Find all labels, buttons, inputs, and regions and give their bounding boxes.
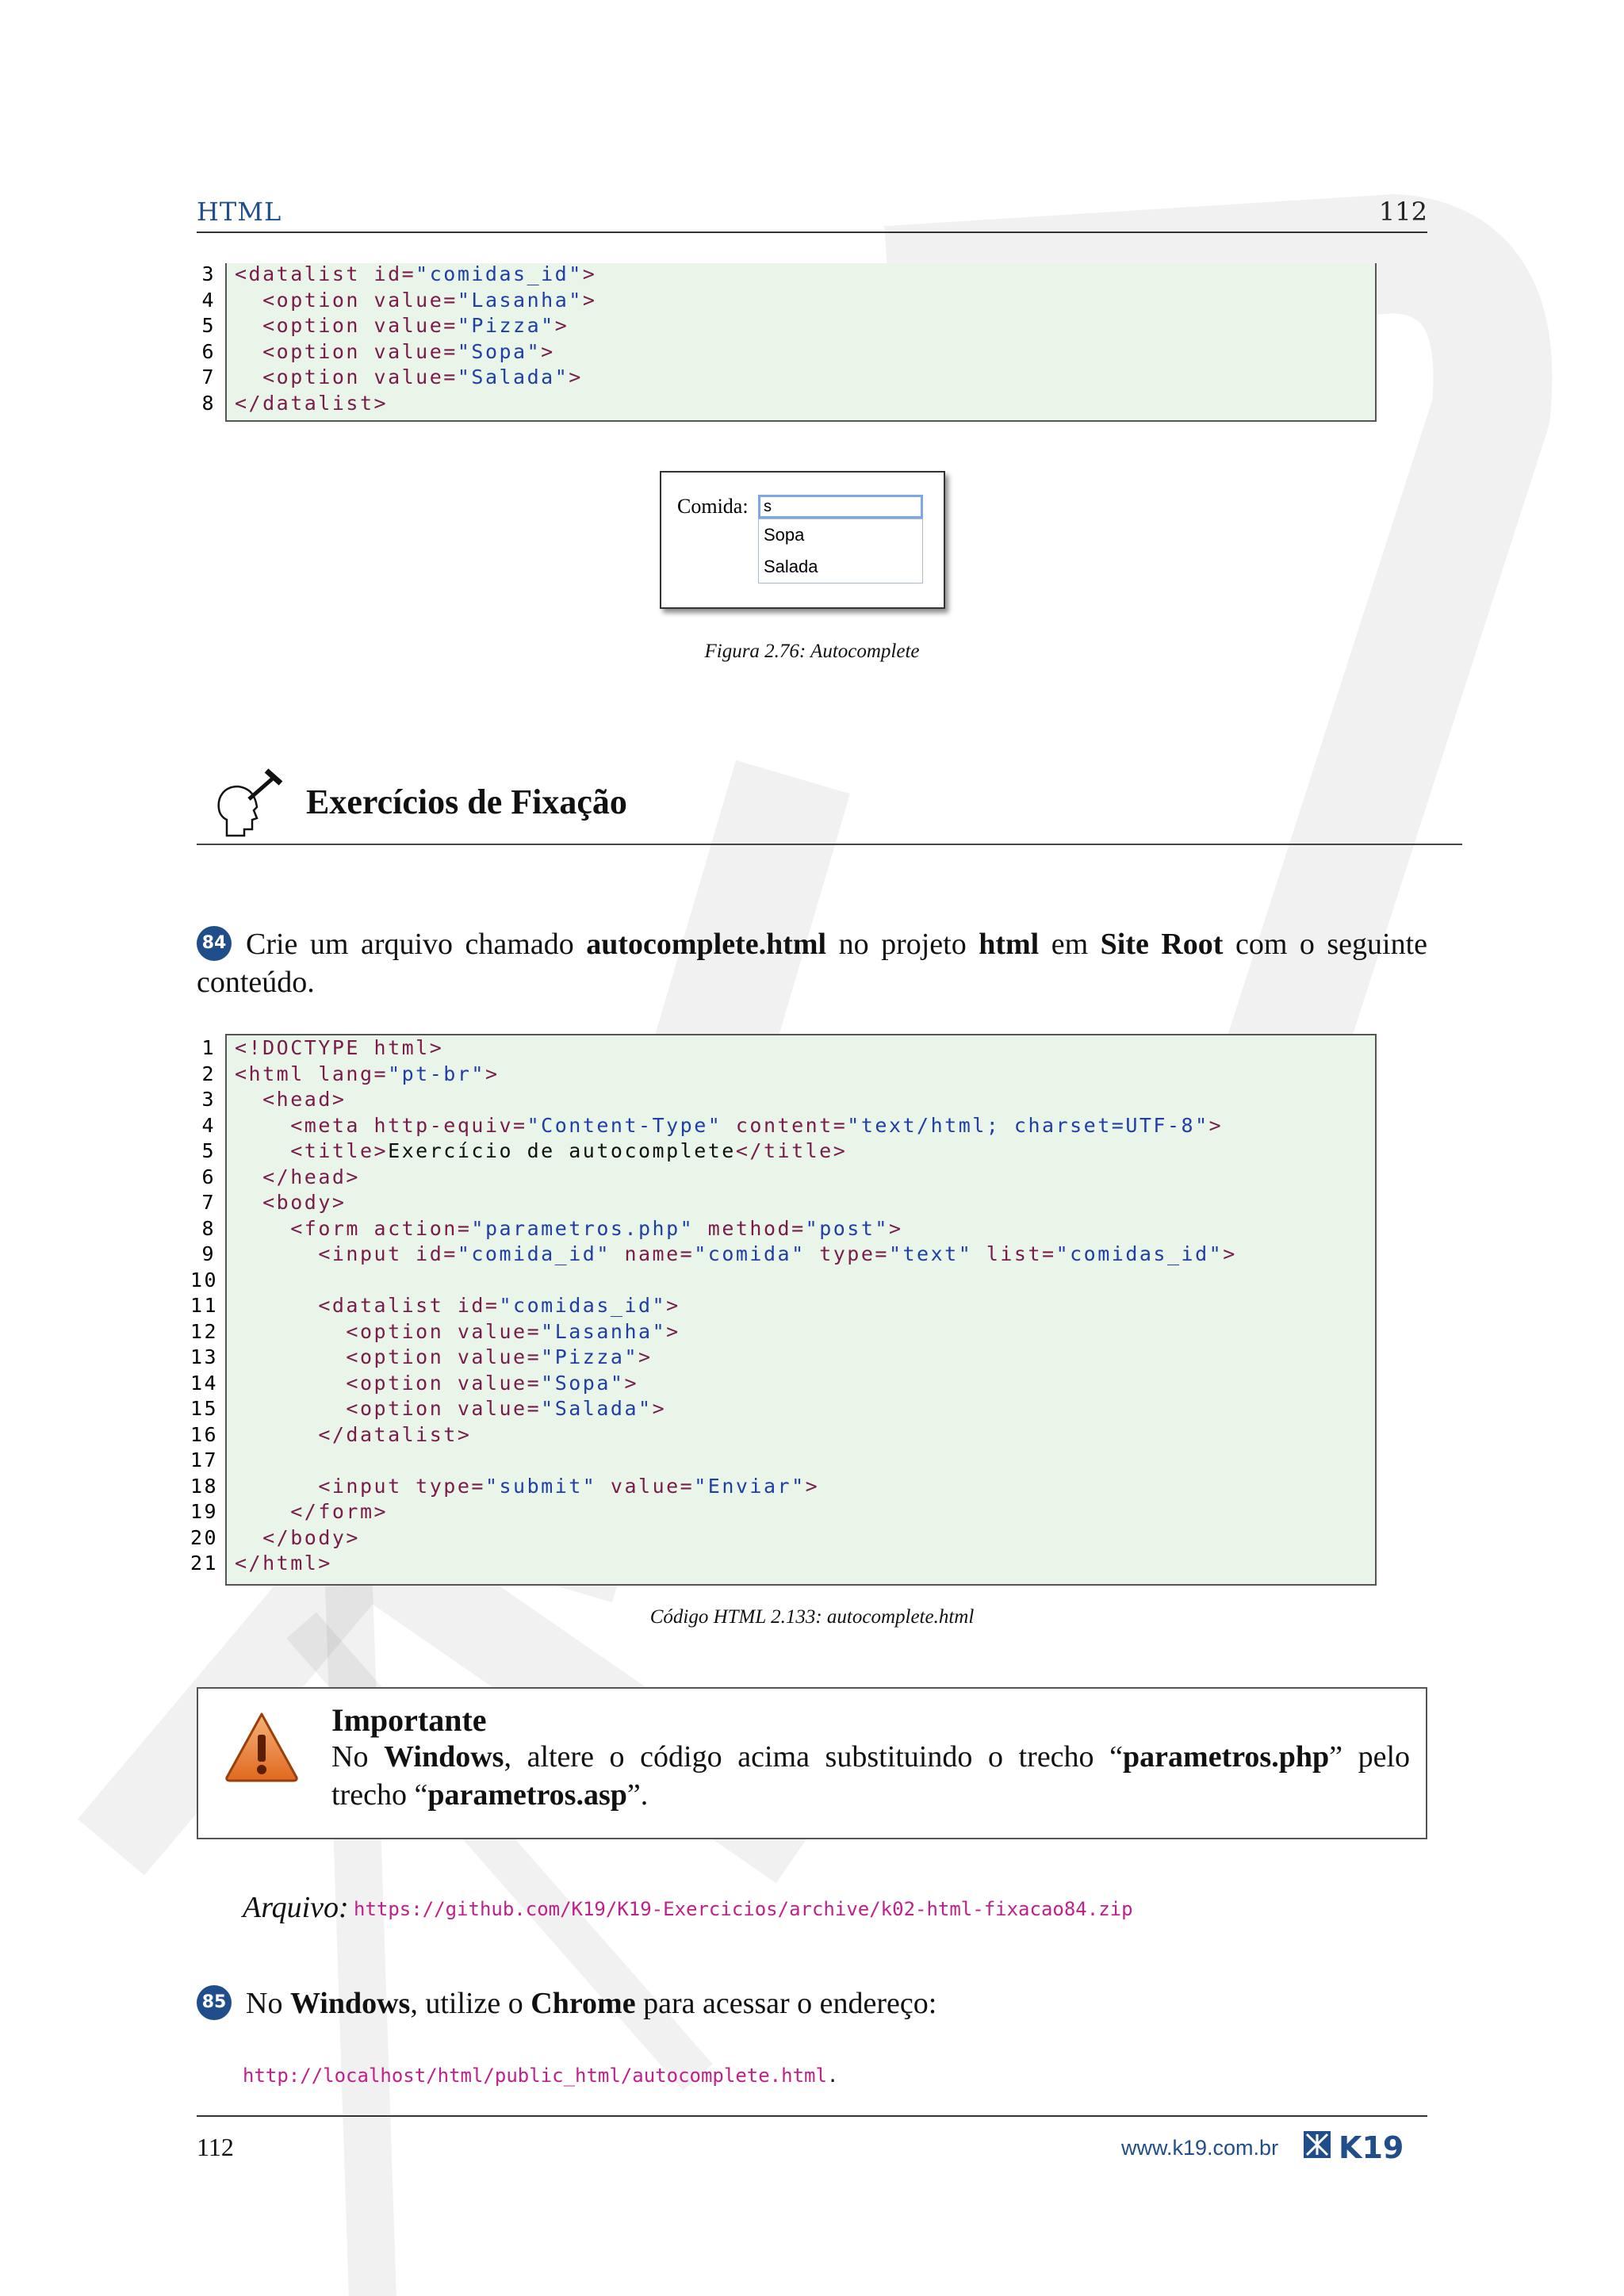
- code-token: "Content-Type": [527, 1113, 722, 1137]
- code-line: [235, 288, 596, 314]
- code-line: [235, 1138, 847, 1165]
- code-token: "text/html; charset=UTF-8": [847, 1113, 1209, 1137]
- code-line: [235, 1474, 819, 1500]
- line-number: 7: [201, 365, 216, 388]
- code-token: [235, 1345, 346, 1368]
- code-token: [235, 1294, 318, 1317]
- code-line: [235, 1087, 346, 1113]
- text: No: [331, 1740, 385, 1774]
- code-line: [235, 391, 388, 417]
- exercise-badge-84: 84: [197, 926, 232, 961]
- section-title: Exercícios de Fixação: [306, 783, 627, 821]
- code-token: <form: [290, 1216, 374, 1240]
- line-number: 8: [201, 1216, 216, 1240]
- code-token: <datalist: [318, 1294, 458, 1317]
- code-token: >: [582, 262, 597, 285]
- autocomplete-option-salada[interactable]: Salada: [764, 557, 818, 576]
- code-token: id=: [457, 1294, 500, 1317]
- code-token: Exercício de autocomplete: [388, 1139, 736, 1162]
- line-number: 12: [190, 1319, 219, 1343]
- text: no projeto: [826, 928, 979, 961]
- code-token: "Sopa": [541, 1371, 625, 1395]
- code-token: "Enviar": [694, 1474, 806, 1498]
- important-text: [331, 1738, 1410, 1814]
- code-token: [235, 1139, 290, 1162]
- code-token: [235, 1088, 262, 1111]
- code-token: "pt-br": [388, 1062, 485, 1085]
- autocomplete-option-sopa[interactable]: Sopa: [764, 525, 805, 545]
- line-number: 20: [190, 1525, 219, 1549]
- code-token: http-equiv=: [373, 1113, 527, 1137]
- arquivo-link[interactable]: https://github.com/K19/K19-Exercicios/archive/k02-html-fixacao84.zip: [354, 1898, 1133, 1920]
- code-token: action=: [373, 1216, 472, 1240]
- code-token: "comida": [694, 1242, 806, 1265]
- code-token: <meta: [290, 1113, 374, 1137]
- code-token: id=: [416, 1242, 458, 1265]
- code-token: >: [888, 1216, 903, 1240]
- code-token: >: [652, 1397, 667, 1420]
- code-token: value=: [373, 288, 458, 312]
- line-number: 6: [201, 339, 216, 363]
- filename-php: parametros.php: [1123, 1740, 1330, 1774]
- code-token: content=: [722, 1113, 848, 1137]
- text: em: [1039, 928, 1101, 961]
- filename-asp: parametros.asp: [427, 1778, 627, 1812]
- code-token: [235, 1475, 318, 1498]
- line-number: 17: [190, 1448, 219, 1471]
- code-token: <body>: [262, 1191, 347, 1214]
- running-header-title: HTML: [197, 197, 282, 227]
- code-token: value=: [457, 1397, 542, 1420]
- important-box: [197, 1687, 1427, 1839]
- code-line: [235, 365, 583, 391]
- code-token: "post": [805, 1216, 889, 1240]
- text: No: [246, 1987, 290, 2020]
- k19-logo-icon: [1302, 2126, 1429, 2164]
- line-number: 4: [201, 288, 216, 312]
- section-rule: [197, 844, 1462, 845]
- code-token: [235, 1165, 262, 1188]
- code-token: </title>: [735, 1139, 848, 1162]
- code-token: value=: [373, 339, 458, 363]
- code-token: type=: [805, 1242, 889, 1265]
- code-line: [235, 1371, 638, 1397]
- line-number: 3: [201, 1088, 216, 1111]
- code-token: value=: [457, 1371, 542, 1395]
- code-token: <option: [262, 339, 374, 363]
- code-token: >: [638, 1345, 653, 1368]
- code-token: <input: [318, 1242, 416, 1265]
- comida-label: Comida:: [677, 495, 749, 518]
- code-token: >: [582, 288, 597, 312]
- text: ”.: [626, 1778, 649, 1812]
- code-token: <datalist: [235, 262, 374, 285]
- code-token: <option: [346, 1345, 458, 1368]
- code-token: [235, 1114, 290, 1137]
- code-token: [235, 340, 262, 363]
- code-token: "Lasanha": [541, 1319, 667, 1343]
- code-line: [235, 1319, 680, 1345]
- line-number: 15: [190, 1397, 219, 1420]
- text: para acessar o endereço:: [635, 1987, 937, 2020]
- code-line: [235, 1396, 666, 1422]
- code-token: "comidas_id": [416, 262, 583, 285]
- os-name: Windows: [384, 1740, 504, 1774]
- code-token: name=: [610, 1242, 695, 1265]
- footer-page-number: 112: [197, 2133, 234, 2161]
- code-line: [235, 339, 555, 365]
- line-number: 6: [201, 1165, 216, 1188]
- line-number: 18: [190, 1474, 219, 1498]
- code-token: "comidas_id": [499, 1294, 667, 1317]
- code-token: >: [569, 365, 583, 388]
- logo-text: K19: [1339, 2130, 1404, 2164]
- line-number: 21: [190, 1552, 219, 1575]
- code-token: [235, 365, 262, 388]
- code-token: <option: [262, 314, 374, 337]
- code-line: [235, 1190, 346, 1216]
- code-token: [235, 1526, 262, 1549]
- line-number: 11: [190, 1294, 219, 1317]
- code-token: <html: [235, 1062, 319, 1085]
- code-token: >: [541, 339, 555, 363]
- code-token: </datalist>: [235, 391, 389, 415]
- line-number: 16: [190, 1422, 219, 1446]
- line-number: 1: [201, 1036, 216, 1059]
- code-token: "comida_id": [457, 1242, 611, 1265]
- arquivo-label: Arquivo:: [243, 1891, 349, 1924]
- warning-icon: [222, 1709, 301, 1785]
- code-line: [235, 1113, 1223, 1139]
- line-number: 5: [201, 1139, 216, 1162]
- code-line: [235, 313, 569, 339]
- code-token: value=: [457, 1319, 542, 1343]
- code-line: [235, 1551, 332, 1577]
- code-token: "Salada": [457, 365, 569, 388]
- line-number: 10: [190, 1268, 219, 1292]
- text: Crie um arquivo chamado: [246, 928, 587, 961]
- code-line: [235, 1242, 1237, 1268]
- text: , utilize o: [410, 1987, 531, 2020]
- running-header-page: 112: [1378, 197, 1427, 227]
- project-name: html: [979, 928, 1040, 961]
- autocomplete-figure: [660, 471, 945, 609]
- code-token: >: [805, 1474, 820, 1498]
- code-token: >: [666, 1319, 680, 1343]
- code-token: [235, 1372, 346, 1395]
- code-token: "comidas_id": [1055, 1242, 1224, 1265]
- code-token: </head>: [262, 1165, 360, 1188]
- exercise-84: [197, 926, 1427, 1001]
- important-title: Importante: [331, 1702, 487, 1738]
- code-token: "Pizza": [541, 1345, 639, 1368]
- code-token: </form>: [290, 1500, 389, 1523]
- code-token: value=: [457, 1345, 542, 1368]
- code-token: [235, 1242, 318, 1265]
- code-line: [235, 262, 596, 288]
- text: com o seguinte conteúdo.: [197, 928, 1427, 1000]
- code-token: <option: [262, 288, 374, 312]
- site-root: Site Root: [1100, 928, 1224, 961]
- line-number: 7: [201, 1191, 216, 1214]
- localhost-link[interactable]: http://localhost/html/public_html/autocomplete.html: [243, 2064, 827, 2087]
- exercise-badge-85: 85: [197, 1985, 232, 2020]
- code-token: "Lasanha": [457, 288, 583, 312]
- code-token: <input: [318, 1474, 416, 1498]
- line-number: 19: [190, 1500, 219, 1523]
- code-token: <option: [262, 365, 374, 388]
- code-token: <option: [346, 1371, 458, 1395]
- code-token: "text": [888, 1242, 973, 1265]
- line-number: 8: [201, 391, 216, 415]
- code-token: list=: [972, 1242, 1056, 1265]
- code-token: </body>: [262, 1525, 360, 1549]
- line-number: 9: [201, 1242, 216, 1265]
- code-token: lang=: [318, 1062, 389, 1085]
- comida-input[interactable]: s: [758, 495, 923, 519]
- head-hammer-icon: [208, 763, 287, 842]
- code-token: [235, 314, 262, 337]
- code-token: >: [1208, 1113, 1224, 1137]
- code-line: [235, 1345, 653, 1371]
- line-number: 4: [201, 1113, 216, 1137]
- code-token: "Sopa": [457, 339, 542, 363]
- code-token: [235, 1423, 318, 1446]
- text: ” pelo trecho “: [331, 1740, 1411, 1812]
- code-line: [235, 1035, 443, 1062]
- localhost-url: [243, 2064, 838, 2087]
- line-number: 2: [201, 1062, 216, 1085]
- code-line: [235, 1216, 903, 1242]
- browser-name: Chrome: [530, 1987, 636, 2020]
- exercise-85: [197, 1985, 1427, 2023]
- code-token: </html>: [235, 1552, 332, 1575]
- code-token: </datalist>: [318, 1422, 472, 1446]
- code-line: [235, 1165, 360, 1191]
- code-token: [235, 289, 262, 312]
- code-token: value=: [373, 365, 458, 388]
- period: .: [826, 2064, 839, 2087]
- line-number: 14: [190, 1371, 219, 1395]
- code-line: [235, 1422, 471, 1448]
- code-caption: Código HTML 2.133: autocomplete.html: [649, 1606, 975, 1628]
- code-token: method=: [694, 1216, 806, 1240]
- figure-caption: Figura 2.76: Autocomplete: [704, 641, 920, 662]
- code-token: >: [624, 1371, 639, 1395]
- code-token: id=: [373, 262, 416, 285]
- code-token: "Salada": [541, 1397, 653, 1420]
- code-token: type=: [416, 1474, 485, 1498]
- code-token: "submit": [485, 1474, 597, 1498]
- code-token: value=: [373, 314, 458, 337]
- line-number: 3: [201, 262, 216, 285]
- code-line: [235, 1293, 680, 1319]
- code-line: [235, 1062, 500, 1088]
- line-number: 5: [201, 314, 216, 337]
- code-token: [235, 1191, 262, 1214]
- line-number: 13: [190, 1345, 219, 1368]
- code-token: "Pizza": [457, 314, 555, 337]
- code-token: value=: [596, 1474, 695, 1498]
- os-name: Windows: [289, 1987, 411, 2020]
- code-token: "parametros.php": [471, 1216, 695, 1240]
- code-token: <option: [346, 1319, 458, 1343]
- code-token: >: [1223, 1242, 1237, 1265]
- code-line: [235, 1499, 388, 1525]
- code-token: >: [485, 1062, 500, 1085]
- code-line: [235, 1525, 360, 1552]
- code-token: <title>: [290, 1139, 389, 1162]
- code-token: >: [554, 314, 569, 337]
- code-token: <!DOCTYPE html>: [235, 1036, 444, 1059]
- filename: autocomplete.html: [586, 928, 827, 961]
- code-token: [235, 1320, 346, 1343]
- text: , altere o código acima substituindo o trecho “: [504, 1740, 1124, 1774]
- header-rule: [197, 232, 1427, 233]
- autocomplete-dropdown: [758, 519, 923, 584]
- footer-site-link[interactable]: www.k19.com.br: [1121, 2136, 1279, 2160]
- code-token: [235, 1217, 290, 1240]
- code-token: <option: [346, 1397, 458, 1420]
- code-token: [235, 1500, 290, 1523]
- footer-rule: [197, 2115, 1427, 2117]
- code-token: <head>: [262, 1088, 347, 1111]
- code-token: >: [666, 1294, 680, 1317]
- code-token: [235, 1397, 346, 1420]
